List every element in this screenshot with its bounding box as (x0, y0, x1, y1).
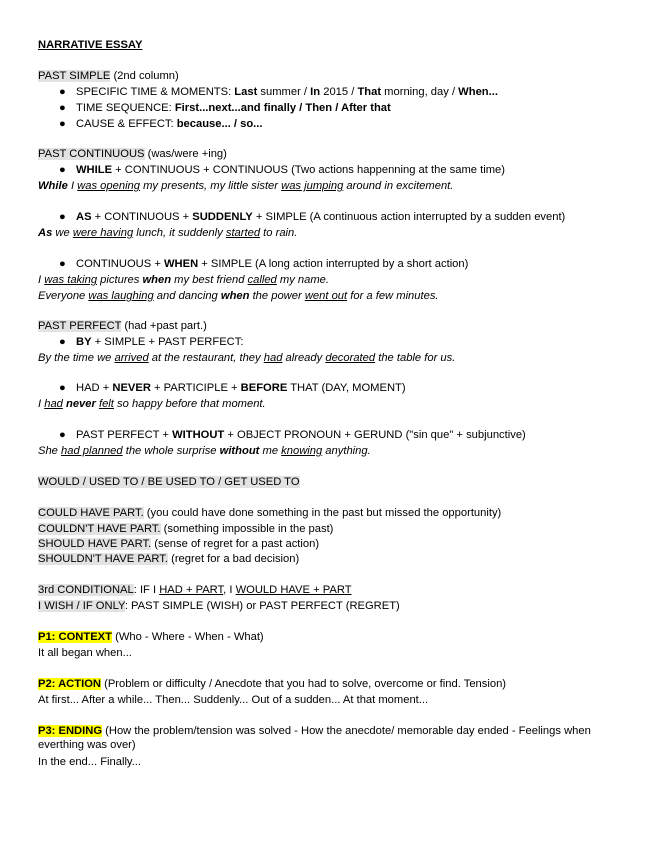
p1-note: (Who - Where - When - What) (111, 631, 264, 643)
list-item (59, 381, 406, 395)
text-span: at the restaurant, they (148, 352, 264, 364)
text-span: In (310, 86, 321, 98)
example-sentence (38, 289, 439, 303)
text-span: CAUSE & EFFECT: (76, 118, 177, 130)
text-span: because... / so... (176, 118, 263, 130)
text-span: While (38, 180, 68, 192)
past-continuous-heading (38, 147, 227, 161)
modal-line (38, 522, 333, 536)
text-span: BEFORE (240, 382, 288, 394)
text-span: SUDDENLY (192, 211, 253, 223)
text-span: was taking (44, 274, 98, 286)
example-sentence (38, 273, 329, 287)
text-span: WITHOUT (172, 429, 225, 441)
example-sentence (38, 397, 266, 411)
p2-label: P2: ACTION (38, 678, 101, 690)
text-span: my best friend (171, 274, 248, 286)
text-span: never (66, 398, 96, 410)
p1-label: P1: CONTEXT (38, 631, 112, 643)
text-span: CONTINUOUS + (76, 258, 164, 270)
bullet-icon: ● (59, 382, 66, 394)
modal-label: SHOULD HAVE PART. (38, 538, 152, 550)
text-span: + SIMPLE (A long action interrupted by a short action) (198, 258, 469, 270)
text-span: SPECIFIC TIME & MOMENTS: (76, 86, 235, 98)
example-sentence (38, 179, 453, 193)
text-span: She (38, 445, 62, 457)
example-sentence (38, 444, 371, 458)
text-span: + CONTINUOUS + CONTINUOUS (Two actions happenning at the same time) (112, 164, 505, 176)
text-span: AS (76, 211, 92, 223)
text-span: HAD + PART (159, 584, 224, 596)
p1-heading (38, 630, 264, 644)
conditional-label: 3rd CONDITIONAL (38, 584, 134, 596)
list-item (59, 210, 565, 224)
list-item (59, 257, 468, 271)
list-item (59, 117, 263, 131)
text-span: for a few minutes. (347, 290, 439, 302)
past-continuous-label: PAST CONTINUOUS (38, 148, 145, 160)
text-span: started (225, 227, 261, 239)
bullet-icon: ● (59, 118, 66, 130)
text-span: without (219, 445, 260, 457)
text-span: we (52, 227, 73, 239)
modal-label: COULD HAVE PART. (38, 507, 144, 519)
modal-note: (you could have done something in the past but missed the opportunity) (143, 507, 502, 519)
list-item (59, 85, 498, 99)
text-span: when (220, 290, 250, 302)
text-span: had planned (61, 445, 123, 457)
p3-heading (38, 724, 598, 752)
modal-label: SHOULDN'T HAVE PART. (38, 553, 168, 565)
text-span: knowing (281, 445, 323, 457)
text-span: my name. (276, 274, 330, 286)
bullet-icon: ● (59, 102, 66, 114)
text-span: That (357, 86, 382, 98)
text-span: BY (76, 336, 92, 348)
example-sentence (38, 226, 297, 240)
text-span: so happy before that moment. (113, 398, 266, 410)
text-span: Last (234, 86, 258, 98)
modal-label: COULDN'T HAVE PART. (38, 523, 161, 535)
text-span: + CONTINUOUS + (91, 211, 193, 223)
text-span: already (282, 352, 326, 364)
text-span: I (67, 180, 78, 192)
wish-label: I WISH / IF ONLY (38, 600, 125, 612)
text-span: As (38, 227, 53, 239)
conditional-line (38, 583, 352, 597)
list-item (59, 335, 243, 349)
modal-line (38, 537, 319, 551)
bullet-icon: ● (59, 258, 66, 270)
list-item (59, 101, 391, 115)
text-span: felt (98, 398, 114, 410)
text-span: When... (458, 86, 498, 98)
p2-connectors: At first... After a while... Then... Suddenly... Out of a sudden... At that moment... (38, 694, 429, 706)
p2-heading (38, 677, 506, 691)
text-span: was jumping (281, 180, 344, 192)
p3-connectors: In the end... Finally... (38, 756, 142, 768)
text-span: around in excitement. (343, 180, 454, 192)
text-span: arrived (114, 352, 149, 364)
text-span: : PAST SIMPLE (WISH) or PAST PERFECT (REGRET) (124, 600, 400, 612)
p3-note: (How the problem/tension was solved - How the anecdote/ memorable day ended - Feelings when everthing was over) (38, 725, 591, 751)
text-span: was opening (77, 180, 140, 192)
text-span: pictures (97, 274, 143, 286)
text-span: THAT (DAY, MOMENT) (287, 382, 406, 394)
text-span: anything. (322, 445, 371, 457)
text-span: 2015 / (320, 86, 358, 98)
text-span: TIME SEQUENCE: (76, 102, 175, 114)
modal-note: (something impossible in the past) (160, 523, 334, 535)
text-span: had (44, 398, 63, 410)
text-span: to rain. (260, 227, 298, 239)
text-span: , I (223, 584, 236, 596)
text-span: had (263, 352, 283, 364)
past-simple-heading (38, 69, 179, 83)
text-span: + OBJECT PRONOUN + GERUND ("sin que" + subjunctive) (224, 429, 526, 441)
text-span: my presents, my little sister (140, 180, 282, 192)
past-perfect-note: (had +past part.) (121, 320, 207, 332)
text-span: WOULD HAVE + PART (235, 584, 352, 596)
past-simple-note: (2nd column) (110, 70, 179, 82)
would-used-label: WOULD / USED TO / BE USED TO / GET USED TO (38, 476, 300, 488)
p2-note: (Problem or difficulty / Anecdote that you had to solve, overcome or find. Tension) (100, 678, 507, 690)
past-continuous-note: (was/were +ing) (144, 148, 227, 160)
text-span: me (259, 445, 282, 457)
text-span: First...next...and finally / Then / After that (174, 102, 391, 114)
bullet-icon: ● (59, 336, 66, 348)
text-span: Everyone (38, 290, 89, 302)
text-span: went out (304, 290, 348, 302)
document-title: NARRATIVE ESSAY (38, 39, 143, 51)
text-span: summer / (257, 86, 311, 98)
text-span: decorated (325, 352, 376, 364)
wish-line (38, 599, 400, 613)
p3-label: P3: ENDING (38, 725, 103, 737)
text-span: the whole surprise (122, 445, 220, 457)
past-simple-label: PAST SIMPLE (38, 70, 111, 82)
text-span: HAD + (76, 382, 113, 394)
text-span: when (142, 274, 172, 286)
p1-connectors: It all began when... (38, 647, 132, 659)
modal-line (38, 552, 299, 566)
text-span: WHEN (163, 258, 199, 270)
text-span: called (247, 274, 277, 286)
bullet-icon: ● (59, 211, 66, 223)
text-span: + SIMPLE (A continuous action interrupted by a sudden event) (252, 211, 566, 223)
text-span: NEVER (112, 382, 151, 394)
modal-note: (regret for a bad decision) (168, 553, 300, 565)
list-item (59, 163, 505, 177)
text-span: morning, day / (381, 86, 459, 98)
text-span: : IF I (133, 584, 160, 596)
modal-line (38, 506, 501, 520)
text-span: I (38, 398, 45, 410)
text-span: PAST PERFECT + (76, 429, 173, 441)
bullet-icon: ● (59, 429, 66, 441)
list-item (59, 428, 526, 442)
text-span: WHILE (76, 164, 113, 176)
bullet-icon: ● (59, 86, 66, 98)
bullet-icon: ● (59, 164, 66, 176)
text-span: + PARTICIPLE + (150, 382, 241, 394)
modal-note: (sense of regret for a past action) (151, 538, 320, 550)
text-span: the table for us. (375, 352, 456, 364)
past-perfect-label: PAST PERFECT (38, 320, 122, 332)
text-span: By the time we (38, 352, 115, 364)
text-span: + SIMPLE + PAST PERFECT: (91, 336, 244, 348)
text-span: and dancing (153, 290, 221, 302)
text-span: the power (249, 290, 305, 302)
text-span: was laughing (88, 290, 154, 302)
text-span: were having (72, 227, 134, 239)
text-span: lunch, it suddenly (133, 227, 226, 239)
would-used-heading (38, 475, 300, 489)
text-span: I (38, 274, 45, 286)
example-sentence (38, 351, 455, 365)
past-perfect-heading (38, 319, 207, 333)
